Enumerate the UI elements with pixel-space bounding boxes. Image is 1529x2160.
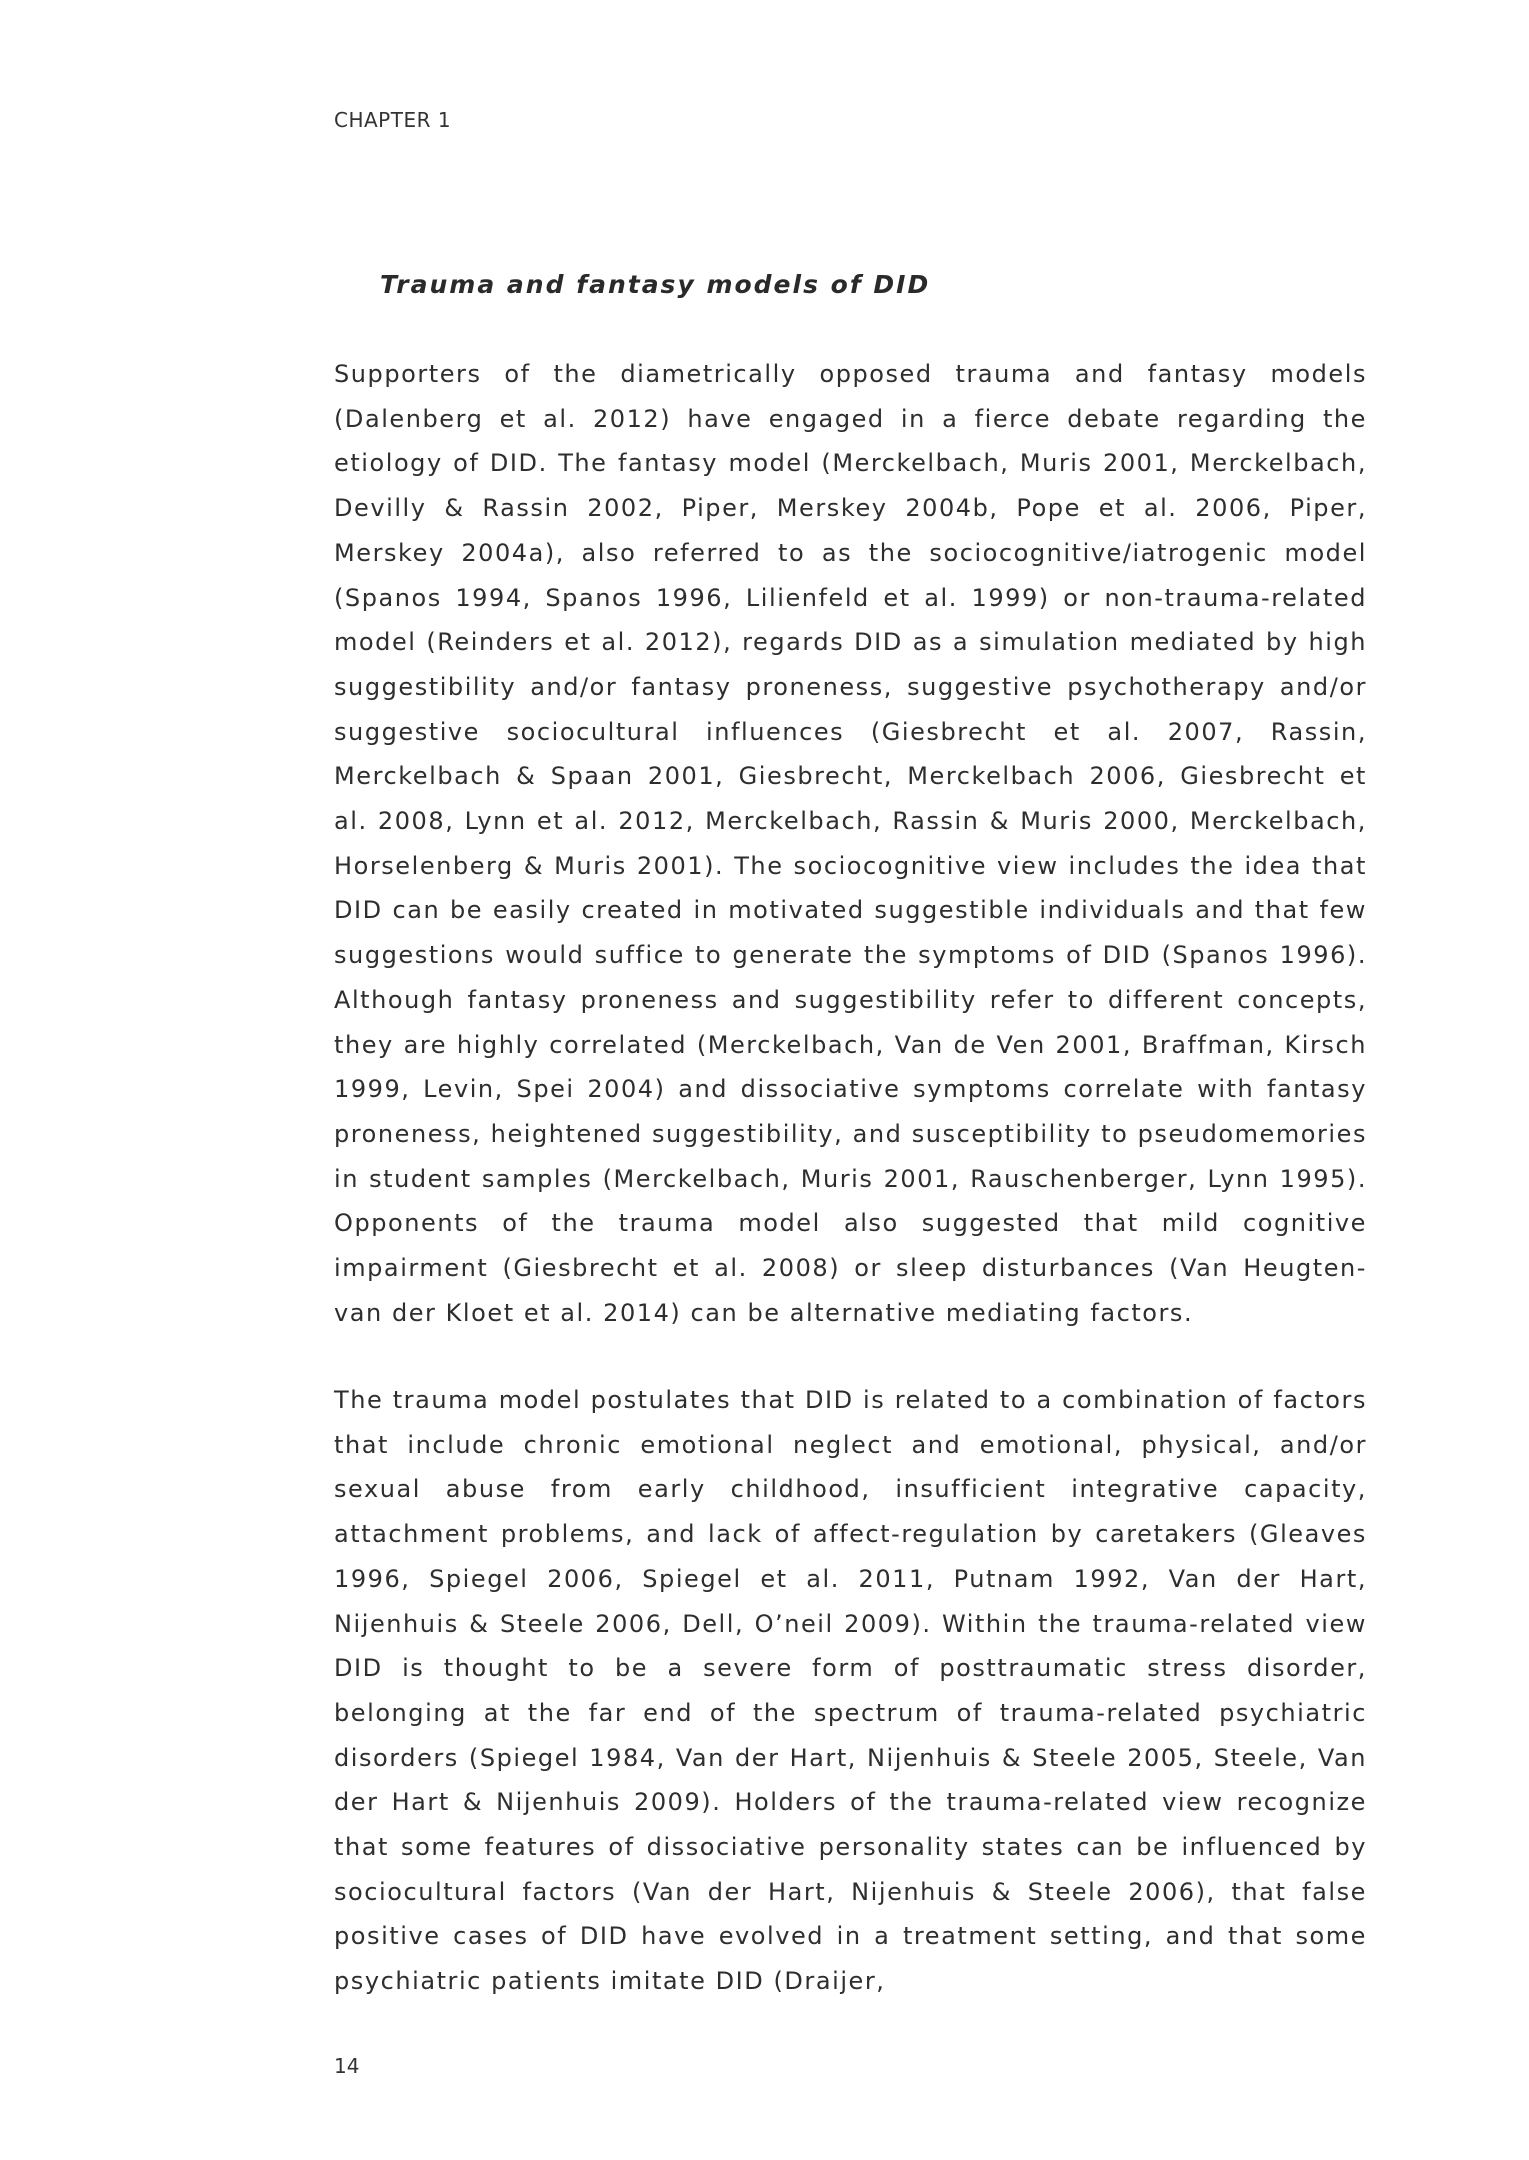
running-header: CHAPTER 1 [334, 108, 452, 132]
section-heading: Trauma and fantasy models of DID [380, 270, 931, 299]
body-paragraph: Supporters of the diametrically opposed trauma and fantasy models (Dalenberg et al. 2012) have engaged in a fierce debate regarding the etiology of DID. The fantasy model (Merckelbach, Muris 2001, Merckelbach, Devilly & Rassin 2002, Piper, Merskey 2004b, Pope et al. 2006, Piper, Merskey 2004a), also referred to as the sociocognitive/iatrogenic model (Spanos 1994, Spanos 1996, Lilienfeld et al. 1999) or non-trauma-related model (Reinders et al. 2012), regards DID as a simulation mediated by high suggestibility and/or fantasy proneness, suggestive psychotherapy and/or suggestive sociocultural influences (Giesbrecht et al. 2007, Rassin, Merckelbach & Spaan 2001, Giesbrecht, Merckelbach 2006, Giesbrecht et al. 2008, Lynn et al. 2012, Merckelbach, Rassin & Muris 2000, Merckelbach, Horselenberg & Muris 2001). The sociocognitive view includes the idea that DID can be easily created in motivated suggestible individuals and that few suggestions would suffice to generate the symptoms of DID (Spanos 1996). Although fantasy proneness and suggestibility refer to different concepts, they are highly correlated (Merckelbach, Van de Ven 2001, Braffman, Kirsch 1999, Levin, Spei 2004) and dissociative symptoms correlate with fantasy proneness, heightened suggestibility, and susceptibility to pseudomemories in student samples (Merckelbach, Muris 2001, Rauschenberger, Lynn 1995). Opponents of the trauma model also suggested that mild cognitive impairment (Giesbrecht et al. 2008) or sleep disturbances (Van Heugten-van der Kloet et al. 2014) can be alternative mediating factors. [334, 360, 1367, 1327]
page-number: 14 [334, 2054, 360, 2078]
body-paragraph: The trauma model postulates that DID is related to a combination of factors that include chronic emotional neglect and emotional, physical, and/or sexual abuse from early childhood, insufficient integrative capacity, attachment problems, and lack of affect-regulation by caretakers (Gleaves 1996, Spiegel 2006, Spiegel et al. 2011, Putnam 1992, Van der Hart, Nijenhuis & Steele 2006, Dell, O’neil 2009). Within the trauma-related view DID is thought to be a severe form of posttraumatic stress disorder, belonging at the far end of the spectrum of trauma-related psychiatric disorders (Spiegel 1984, Van der Hart, Nijenhuis & Steele 2005, Steele, Van der Hart & Nijenhuis 2009). Holders of the trauma-related view recognize that some features of dissociative personality states can be influenced by sociocultural factors (Van der Hart, Nijenhuis & Steele 2006), that false positive cases of DID have evolved in a treatment setting, and that some psychiatric patients imitate DID (Draijer, [334, 1386, 1367, 1996]
